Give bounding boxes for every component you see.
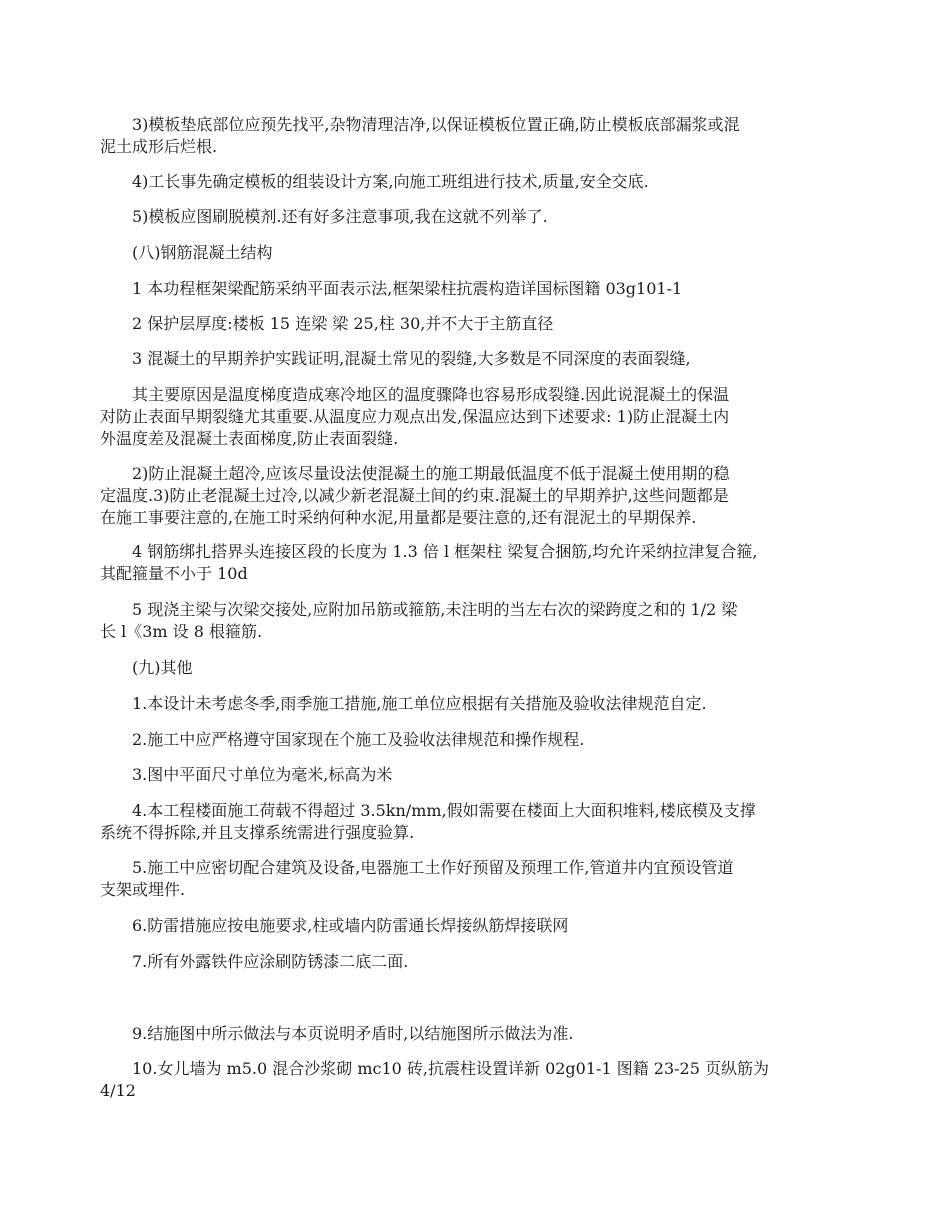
paragraph-line: 在施工事要注意的,在施工时采纳何种水泥,用量都是要注意的,还有混泥土的早期保养. <box>100 508 697 527</box>
paragraph-line: 3 混凝土的早期养护实践证明,混凝土常见的裂缝,大多数是不同深度的表面裂缝, <box>132 349 691 368</box>
paragraph <box>100 1058 832 1102</box>
paragraph-line: 对防止表面早期裂缝尤其重要.从温度应力观点出发,保温应达到下述要求: 1)防止混凝土内 <box>100 407 730 426</box>
paragraph <box>100 800 832 844</box>
paragraph-line: 2)防止混凝土超冷,应该尽量设法使混凝土的施工期最低温度不低于混凝土使用期的稳 <box>132 464 730 483</box>
paragraph-line: 1 本功程框架梁配筋采纳平面表示法,框架梁柱抗震构造详国标图籍 03g101-1 <box>132 279 683 298</box>
paragraph-line: 定温度.3)防止老混凝土过冷,以减少新老混凝土间的约束.混凝土的早期养护,这些问题都是 <box>100 486 729 505</box>
paragraph <box>132 951 832 973</box>
paragraph-line: 其主要原因是温度梯度造成寒冷地区的温度骤降也容易形成裂缝.因此说混凝土的保温 <box>132 385 730 404</box>
paragraph-line: 5 现浇主梁与次梁交接处,应附加吊筋或箍筋,未注明的当左右次的梁跨度之和的 1/2 梁 <box>132 600 738 619</box>
paragraph-line: 4 钢筋绑扎搭界头连接区段的长度为 1.3 倍 l 框架柱 梁复合捆筋,均允许采纳拉津复合箍, <box>132 542 758 561</box>
paragraph-line: 3.图中平面尺寸单位为毫米,标高为米 <box>132 765 393 784</box>
section-heading <box>132 657 832 679</box>
paragraph-line: 4/12 <box>100 1081 136 1100</box>
paragraph <box>100 384 832 450</box>
paragraph <box>100 857 832 901</box>
paragraph-line: 1.本设计未考虑冬季,雨季施工措施,施工单位应根据有关措施及验收法律规范自定. <box>132 694 707 713</box>
paragraph <box>100 463 832 529</box>
paragraph-line: 4.本工程楼面施工荷载不得超过 3.5kn/mm,假如需要在楼面上大面积堆料,楼底模及支撑 <box>132 801 756 820</box>
paragraph <box>132 313 832 335</box>
paragraph-line: 10.女儿墙为 m5.0 混合沙浆砌 mc10 砖,抗震柱设置详新 02g01-1 图籍 23-25 页纵筋为 <box>132 1059 770 1078</box>
paragraph-line: (九)其他 <box>132 658 193 677</box>
paragraph-line: 其配箍量不小于 10d <box>100 564 248 583</box>
paragraph-line: 9.结施图中所示做法与本页说明矛盾时,以结施图所示做法为准. <box>132 1024 574 1043</box>
paragraph-line: 长 l《3m 设 8 根箍筋. <box>100 622 263 641</box>
paragraph-line: 3)模板垫底部位应预先找平,杂物清理洁净,以保证模板位置正确,防止模板底部漏浆或混 <box>132 115 740 134</box>
paragraph-line: 2.施工中应严格遵守国家现在个施工及验收法律规范和操作规程. <box>132 730 585 749</box>
paragraph-line: 系统不得拆除,并且支撑系统需进行强度验算. <box>100 823 415 842</box>
paragraph <box>132 729 832 751</box>
paragraph <box>100 599 832 643</box>
paragraph <box>132 171 832 193</box>
paragraph <box>132 915 832 937</box>
paragraph-line: 外温度差及混凝土表面梯度,防止表面裂缝. <box>100 429 399 448</box>
paragraph-line: 5.施工中应密切配合建筑及设备,电器施工土作好预留及预理工作,管道井内宜预设管道 <box>132 858 734 877</box>
paragraph-line: 6.防雷措施应按电施要求,柱或墙内防雷通长焊接纵筋焊接联网 <box>132 916 569 935</box>
paragraph-line: 支架或埋件. <box>100 880 186 899</box>
paragraph <box>100 541 832 585</box>
paragraph-line: (八)钢筋混凝土结构 <box>132 243 273 262</box>
paragraph <box>132 693 832 715</box>
paragraph <box>132 1023 832 1045</box>
paragraph <box>132 206 832 228</box>
paragraph-line: 4)工长事先确定模板的组装设计方案,向施工班组进行技术,质量,安全交底. <box>132 172 649 191</box>
paragraph-line: 泥土成形后烂根. <box>100 137 218 156</box>
paragraph-line: 7.所有外露铁件应涂刷防锈漆二底二面. <box>132 952 409 971</box>
paragraph <box>100 114 832 158</box>
paragraph <box>132 348 832 370</box>
section-heading <box>132 242 832 264</box>
paragraph-line: 2 保护层厚度:楼板 15 连梁 梁 25,柱 30,并不大于主筋直径 <box>132 314 554 333</box>
paragraph-line: 5)模板应图刷脱模剂.还有好多注意事项,我在这就不列举了. <box>132 207 548 226</box>
paragraph <box>132 278 832 300</box>
paragraph <box>132 764 832 786</box>
